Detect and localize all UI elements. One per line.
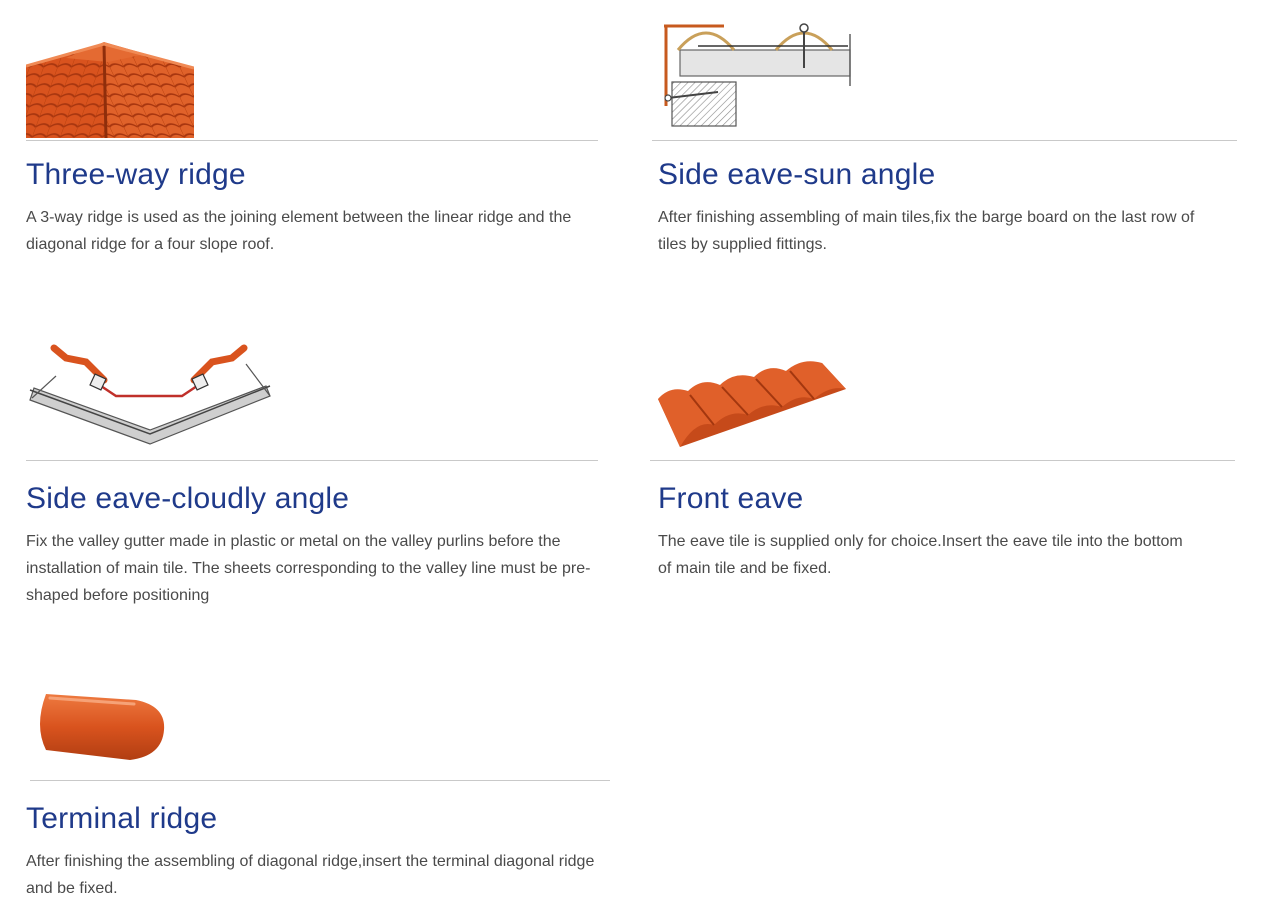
divider [26, 140, 598, 141]
card-side-eave-sun-angle [658, 20, 1248, 270]
item-description: After finishing assembling of main tiles,fix the barge board on the last row of tiles by supplied fittings. [658, 209, 1195, 253]
card-side-eave-cloudly-angle [26, 340, 606, 620]
item-description: A 3-way ridge is used as the joining element between the linear ridge and the diagonal ridge for a four slope roof. [26, 209, 572, 253]
eave-tile-image [650, 355, 860, 455]
divider [652, 140, 1237, 141]
item-title: Side eave-sun angle [658, 158, 936, 191]
barge-board-diagram [658, 20, 858, 130]
item-title: Terminal ridge [26, 802, 218, 835]
item-description: Fix the valley gutter made in plastic or metal on the valley purlins before the installation of main tile. The sheets corresponding to the valley line must be pre-shaped before positioning [26, 533, 591, 604]
card-front-eave [650, 355, 1240, 595]
item-title: Front eave [658, 482, 804, 515]
terminal-ridge-tile-image [26, 680, 176, 770]
item-title: Three-way ridge [26, 158, 246, 191]
roof-ridge-image [26, 38, 194, 138]
item-title: Side eave-cloudly angle [26, 482, 350, 515]
card-three-way-ridge [26, 38, 601, 268]
valley-gutter-image [26, 340, 276, 450]
item-description: After finishing the assembling of diagonal ridge,insert the terminal diagonal ridge and be fixed. [26, 853, 595, 897]
divider [650, 460, 1235, 461]
divider [26, 460, 598, 461]
divider [30, 780, 610, 781]
card-terminal-ridge [26, 680, 616, 900]
item-description: The eave tile is supplied only for choice.Insert the eave tile into the bottom of main tile and be fixed. [658, 533, 1183, 577]
